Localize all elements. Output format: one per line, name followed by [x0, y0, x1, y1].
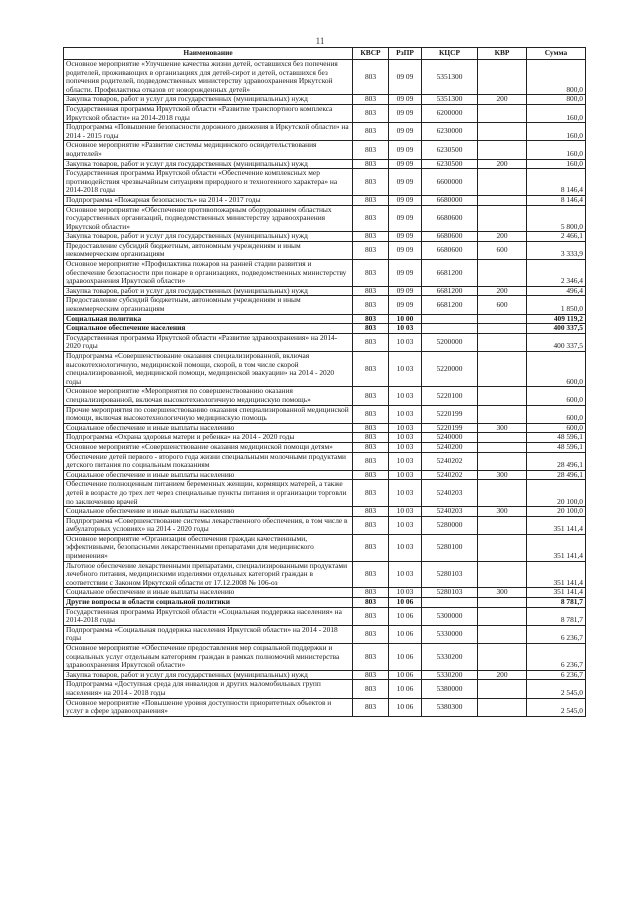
cell-sum: 20 100,0 — [527, 507, 586, 517]
cell-rzpr: 09 09 — [389, 286, 422, 296]
cell-kvr: 200 — [478, 232, 527, 242]
cell-kvsr: 803 — [353, 516, 389, 534]
cell-sum: 28 496,1 — [527, 470, 586, 480]
cell-kcsr: 5220000 — [422, 352, 478, 387]
cell-sum: 1 850,0 — [527, 296, 586, 314]
cell-sum: 6 236,7 — [527, 625, 586, 643]
cell-sum: 8 781,7 — [527, 607, 586, 625]
cell-sum: 800,0 — [527, 60, 586, 95]
cell-rzpr: 10 06 — [389, 625, 422, 643]
cell-kcsr: 6230500 — [422, 159, 478, 169]
cell-kvsr: 803 — [353, 95, 389, 105]
cell-sum: 400 337,5 — [527, 324, 586, 334]
cell-rzpr: 09 09 — [389, 141, 422, 159]
cell-kcsr: 6680600 — [422, 205, 478, 232]
table-row — [64, 352, 586, 387]
table-row — [64, 405, 586, 423]
cell-name: Основное мероприятие «Организация обеспечения граждан качественными, эффективными, безопасными лекарственными препаратами для медицинского применения» — [64, 534, 353, 561]
cell-kvsr: 803 — [353, 588, 389, 598]
cell-rzpr: 10 03 — [389, 405, 422, 423]
table-row — [64, 698, 586, 716]
cell-rzpr: 09 09 — [389, 296, 422, 314]
cell-rzpr: 10 00 — [389, 314, 422, 324]
cell-kvr: 300 — [478, 588, 527, 598]
table-row — [64, 607, 586, 625]
cell-kcsr: 6680000 — [422, 195, 478, 205]
cell-name: Государственная программа Иркутской области «Развитие транспортного комплекса Иркутской области» на 2014-2018 годы — [64, 104, 353, 122]
cell-kcsr: 5280103 — [422, 588, 478, 598]
cell-kvsr: 803 — [353, 232, 389, 242]
table-row — [64, 159, 586, 169]
table-body — [64, 60, 586, 717]
cell-name: Государственная программа Иркутской области «Развитие здравоохранения» на 2014-2020 годы — [64, 333, 353, 351]
cell-name: Социальное обеспечение населения — [64, 324, 353, 334]
table-row — [64, 561, 586, 588]
cell-kcsr — [422, 598, 478, 608]
header-sum: Сумма — [527, 48, 586, 60]
table-header-row — [64, 48, 586, 60]
cell-rzpr: 09 09 — [389, 169, 422, 196]
cell-kvr — [478, 442, 527, 452]
cell-name: Подпрограмма «Социальная поддержка населения Иркутской области» на 2014 - 2018 годы — [64, 625, 353, 643]
cell-kvr: 300 — [478, 507, 527, 517]
cell-sum: 409 119,2 — [527, 314, 586, 324]
cell-kvr — [478, 205, 527, 232]
cell-rzpr: 09 09 — [389, 104, 422, 122]
cell-kcsr: 5380300 — [422, 698, 478, 716]
cell-kcsr: 5330200 — [422, 670, 478, 680]
cell-kvsr: 803 — [353, 286, 389, 296]
cell-kcsr: 5380000 — [422, 680, 478, 698]
cell-kvsr: 803 — [353, 433, 389, 443]
cell-kvsr: 803 — [353, 442, 389, 452]
cell-sum: 8 146,4 — [527, 195, 586, 205]
cell-kcsr: 5240203 — [422, 507, 478, 517]
cell-kcsr: 5240200 — [422, 442, 478, 452]
cell-kvsr: 803 — [353, 60, 389, 95]
cell-name: Основное мероприятие «Мероприятия по совершенствованию оказания специализированной, включая высокотехнологичную медицинскую помощь» — [64, 387, 353, 405]
cell-kvr: 200 — [478, 286, 527, 296]
cell-kcsr: 5300000 — [422, 607, 478, 625]
cell-name: Закупка товаров, работ и услуг для государственных (муниципальных) нужд — [64, 159, 353, 169]
table-row — [64, 314, 586, 324]
cell-kcsr: 6230000 — [422, 123, 478, 141]
cell-name: Предоставление субсидий бюджетным, автономным учреждениям и иным некоммерческим организациям — [64, 296, 353, 314]
cell-kvr: 300 — [478, 423, 527, 433]
table-row — [64, 286, 586, 296]
table-row — [64, 123, 586, 141]
cell-rzpr: 09 09 — [389, 159, 422, 169]
cell-rzpr: 10 03 — [389, 433, 422, 443]
header-kvsr: КВСР — [353, 48, 389, 60]
cell-kcsr: 6680600 — [422, 241, 478, 259]
cell-kcsr: 5240000 — [422, 433, 478, 443]
cell-name: Основное мероприятие «Профилактика пожаров на ранней стадии развития и обеспечение безопасности при пожаре в организациях, подведомственных министерству здравоохранения Иркутской области» — [64, 260, 353, 287]
cell-name: Социальное обеспечение и иные выплаты населению — [64, 588, 353, 598]
cell-kcsr: 5330200 — [422, 644, 478, 671]
table-row — [64, 241, 586, 259]
cell-sum: 600,0 — [527, 423, 586, 433]
cell-rzpr: 10 03 — [389, 516, 422, 534]
cell-sum: 48 596,1 — [527, 442, 586, 452]
cell-sum: 2 545,0 — [527, 698, 586, 716]
cell-sum: 160,0 — [527, 104, 586, 122]
cell-kvr: 200 — [478, 95, 527, 105]
cell-name: Предоставление субсидий бюджетным, автономным учреждениям и иным некоммерческим организациям — [64, 241, 353, 259]
table-row — [64, 195, 586, 205]
cell-rzpr: 10 03 — [389, 470, 422, 480]
cell-name: Льготное обеспечение лекарственными препаратами, специализированными продуктами лечебного питания, медицинскими изделиями отдельных категорий граждан в соответствии с Законом Иркутской области от 17.12.2008 № 106-оз — [64, 561, 353, 588]
cell-name: Закупка товаров, работ и услуг для государственных (муниципальных) нужд — [64, 95, 353, 105]
cell-sum: 600,0 — [527, 405, 586, 423]
cell-kcsr: 5220100 — [422, 387, 478, 405]
cell-kvsr: 803 — [353, 561, 389, 588]
header-name: Наименование — [64, 48, 353, 60]
cell-kvsr: 803 — [353, 698, 389, 716]
cell-rzpr: 09 09 — [389, 260, 422, 287]
cell-kvr — [478, 405, 527, 423]
table-row — [64, 333, 586, 351]
cell-kcsr: 5240202 — [422, 470, 478, 480]
cell-kvsr: 803 — [353, 507, 389, 517]
cell-name: Основное мероприятие «Обеспечение предоставления мер социальной поддержки и социальных услуг отдельным категориям граждан в рамках полномочий министерства здравоохранения Иркутской области» — [64, 644, 353, 671]
cell-rzpr: 10 06 — [389, 698, 422, 716]
cell-kcsr: 6681200 — [422, 286, 478, 296]
cell-rzpr: 09 09 — [389, 60, 422, 95]
cell-rzpr: 10 03 — [389, 480, 422, 507]
table-row — [64, 442, 586, 452]
cell-kvr — [478, 534, 527, 561]
cell-rzpr: 09 09 — [389, 241, 422, 259]
cell-kvsr: 803 — [353, 205, 389, 232]
cell-name: Обеспечение детей первого - второго года жизни специальными молочными продуктами детского питания по социальным показаниям — [64, 452, 353, 470]
cell-rzpr: 10 03 — [389, 534, 422, 561]
cell-name: Социальная политика — [64, 314, 353, 324]
cell-kvr — [478, 314, 527, 324]
cell-kcsr: 6681200 — [422, 260, 478, 287]
cell-kvr — [478, 698, 527, 716]
table-row — [64, 452, 586, 470]
cell-name: Основное мероприятие «Развитие системы медицинского освидетельствования водителей» — [64, 141, 353, 159]
table-row — [64, 232, 586, 242]
cell-kcsr: 5280000 — [422, 516, 478, 534]
cell-sum: 351 141,4 — [527, 534, 586, 561]
cell-kvsr: 803 — [353, 670, 389, 680]
cell-kcsr: 6681200 — [422, 296, 478, 314]
cell-kvr — [478, 123, 527, 141]
cell-rzpr: 10 06 — [389, 670, 422, 680]
cell-kvr: 600 — [478, 241, 527, 259]
cell-kvsr: 803 — [353, 260, 389, 287]
cell-kvsr: 803 — [353, 405, 389, 423]
cell-kcsr: 5351300 — [422, 95, 478, 105]
cell-name: Подпрограмма «Совершенствование оказания специализированной, включая высокотехнологичную, медицинской помощи, скорой, в том числе скорой специализированной, медицинской помощи, медицинской эвакуации» на 2014 - 2020 годы — [64, 352, 353, 387]
cell-kvsr: 803 — [353, 452, 389, 470]
cell-rzpr: 10 03 — [389, 561, 422, 588]
cell-rzpr: 09 09 — [389, 195, 422, 205]
cell-sum: 6 236,7 — [527, 644, 586, 671]
cell-sum: 8 781,7 — [527, 598, 586, 608]
budget-table — [63, 47, 586, 717]
table-row — [64, 598, 586, 608]
cell-kvr — [478, 433, 527, 443]
cell-kcsr: 5200000 — [422, 333, 478, 351]
cell-kvr: 200 — [478, 159, 527, 169]
cell-rzpr: 10 03 — [389, 588, 422, 598]
cell-sum: 351 141,4 — [527, 561, 586, 588]
cell-name: Основное мероприятие «Улучшение качества жизни детей, оставшихся без попечения родителей, проживающих в организациях для детей-сирот и детей, оставшихся без попечения родителей, подведомственных министерству здравоохранения Иркутской области. Профилактика отказов от новорожденных детей» — [64, 60, 353, 95]
table-row — [64, 60, 586, 95]
cell-name: Социальное обеспечение и иные выплаты населению — [64, 507, 353, 517]
cell-sum: 8 146,4 — [527, 169, 586, 196]
cell-kcsr: 6230500 — [422, 141, 478, 159]
cell-kvsr: 803 — [353, 296, 389, 314]
cell-kvr — [478, 625, 527, 643]
cell-sum: 160,0 — [527, 159, 586, 169]
table-row — [64, 507, 586, 517]
cell-name: Прочие мероприятия по совершенствованию оказания специализированной медицинской помощи, включая высокотехнологичную медицинскую помощь — [64, 405, 353, 423]
cell-sum: 20 100,0 — [527, 480, 586, 507]
cell-kvsr: 803 — [353, 352, 389, 387]
table-row — [64, 480, 586, 507]
cell-name: Основное мероприятие «Повышение уровня доступности приоритетных объектов и услуг в сфере здравоохранения» — [64, 698, 353, 716]
cell-sum: 160,0 — [527, 123, 586, 141]
table-row — [64, 625, 586, 643]
cell-kcsr: 6680600 — [422, 232, 478, 242]
cell-sum: 600,0 — [527, 387, 586, 405]
cell-rzpr: 10 06 — [389, 607, 422, 625]
cell-kvr — [478, 480, 527, 507]
cell-name: Подпрограмма «Пожарная безопасность» на 2014 - 2017 годы — [64, 195, 353, 205]
table-row — [64, 324, 586, 334]
cell-kvsr: 803 — [353, 195, 389, 205]
cell-name: Закупка товаров, работ и услуг для государственных (муниципальных) нужд — [64, 286, 353, 296]
cell-rzpr: 10 03 — [389, 324, 422, 334]
table-row — [64, 296, 586, 314]
header-rzpr: РзПР — [389, 48, 422, 60]
cell-kvr: 600 — [478, 296, 527, 314]
cell-name: Подпрограмма «Повышение безопасности дорожного движения в Иркутской области» на 2014 - 2015 годы — [64, 123, 353, 141]
cell-kvsr: 803 — [353, 423, 389, 433]
cell-name: Государственная программа Иркутской области «Социальная поддержка населения» на 2014-2018 годы — [64, 607, 353, 625]
table-row — [64, 516, 586, 534]
cell-rzpr: 10 03 — [389, 423, 422, 433]
table-row — [64, 141, 586, 159]
header-kvr: КВР — [478, 48, 527, 60]
cell-kcsr: 5240203 — [422, 480, 478, 507]
table-row — [64, 205, 586, 232]
cell-sum: 28 496,1 — [527, 452, 586, 470]
cell-kvsr: 803 — [353, 607, 389, 625]
cell-kcsr — [422, 324, 478, 334]
cell-kvsr: 803 — [353, 387, 389, 405]
cell-kvsr: 803 — [353, 470, 389, 480]
cell-kvr — [478, 333, 527, 351]
cell-name: Подпрограмма «Совершенствование системы лекарственного обеспечения, в том числе в амбулаторных условиях» на 2014 - 2020 годы — [64, 516, 353, 534]
cell-rzpr: 10 03 — [389, 452, 422, 470]
cell-kvsr: 803 — [353, 314, 389, 324]
cell-name: Подпрограмма «Охрана здоровья матери и ребенка» на 2014 - 2020 годы — [64, 433, 353, 443]
cell-name: Социальное обеспечение и иные выплаты населению — [64, 423, 353, 433]
cell-kvsr: 803 — [353, 644, 389, 671]
cell-kvsr: 803 — [353, 104, 389, 122]
cell-kvsr: 803 — [353, 480, 389, 507]
cell-kvr — [478, 324, 527, 334]
table-row — [64, 644, 586, 671]
cell-kvsr: 803 — [353, 141, 389, 159]
cell-kvsr: 803 — [353, 241, 389, 259]
table-row — [64, 470, 586, 480]
cell-sum: 351 141,4 — [527, 516, 586, 534]
cell-kvr — [478, 60, 527, 95]
cell-name: Обеспечение полноценным питанием беременных женщин, кормящих матерей, а также детей в возрасте до трех лет через специальные пункты питания и организации торговли по заключению врачей — [64, 480, 353, 507]
cell-kcsr: 5330000 — [422, 625, 478, 643]
cell-kcsr: 5351300 — [422, 60, 478, 95]
cell-kvr — [478, 387, 527, 405]
cell-sum: 400 337,5 — [527, 333, 586, 351]
cell-kvr — [478, 260, 527, 287]
cell-kvr: 300 — [478, 470, 527, 480]
table-row — [64, 387, 586, 405]
cell-kvr — [478, 169, 527, 196]
cell-sum: 160,0 — [527, 141, 586, 159]
table-row — [64, 534, 586, 561]
cell-kvr — [478, 516, 527, 534]
cell-rzpr: 10 06 — [389, 598, 422, 608]
cell-sum: 2 346,4 — [527, 260, 586, 287]
table-row — [64, 588, 586, 598]
cell-name: Подпрограмма «Доступная среда для инвалидов и других маломобильных групп населения» на 2014 - 2018 годы — [64, 680, 353, 698]
table-row — [64, 169, 586, 196]
page-number: 11 — [315, 36, 325, 46]
cell-kvr — [478, 195, 527, 205]
cell-rzpr: 10 03 — [389, 333, 422, 351]
cell-sum: 48 596,1 — [527, 433, 586, 443]
cell-kcsr: 5240202 — [422, 452, 478, 470]
cell-rzpr: 09 09 — [389, 95, 422, 105]
cell-rzpr: 10 03 — [389, 387, 422, 405]
cell-name: Закупка товаров, работ и услуг для государственных (муниципальных) нужд — [64, 232, 353, 242]
cell-kvr — [478, 644, 527, 671]
table-row — [64, 680, 586, 698]
cell-rzpr: 10 03 — [389, 352, 422, 387]
cell-sum: 800,0 — [527, 95, 586, 105]
cell-kvr: 200 — [478, 670, 527, 680]
cell-kcsr — [422, 314, 478, 324]
cell-kvsr: 803 — [353, 333, 389, 351]
table-row — [64, 670, 586, 680]
cell-sum: 2 545,0 — [527, 680, 586, 698]
cell-kvsr: 803 — [353, 123, 389, 141]
cell-kcsr: 5280100 — [422, 534, 478, 561]
cell-sum: 6 236,7 — [527, 670, 586, 680]
cell-rzpr: 09 09 — [389, 205, 422, 232]
cell-name: Основное мероприятие «Совершенствование оказания медицинской помощи детям» — [64, 442, 353, 452]
table-row — [64, 260, 586, 287]
cell-kvsr: 803 — [353, 625, 389, 643]
cell-name: Социальное обеспечение и иные выплаты населению — [64, 470, 353, 480]
cell-sum: 2 466,1 — [527, 232, 586, 242]
cell-kvr — [478, 680, 527, 698]
header-kcsr: КЦСР — [422, 48, 478, 60]
cell-sum: 351 141,4 — [527, 588, 586, 598]
cell-rzpr: 10 03 — [389, 442, 422, 452]
cell-kcsr: 5280103 — [422, 561, 478, 588]
table-row — [64, 95, 586, 105]
cell-rzpr: 10 03 — [389, 507, 422, 517]
cell-sum: 600,0 — [527, 352, 586, 387]
cell-kvsr: 803 — [353, 534, 389, 561]
cell-rzpr: 10 06 — [389, 680, 422, 698]
cell-kvsr: 803 — [353, 159, 389, 169]
cell-sum: 3 333,9 — [527, 241, 586, 259]
cell-name: Основное мероприятие «Обеспечение противопожарным оборудованием областных государственных организаций, подведомственных министерству здравоохранения Иркутской области» — [64, 205, 353, 232]
table-row — [64, 423, 586, 433]
cell-rzpr: 10 06 — [389, 644, 422, 671]
cell-sum: 5 800,0 — [527, 205, 586, 232]
cell-kcsr: 6600000 — [422, 169, 478, 196]
cell-kvr — [478, 141, 527, 159]
cell-kvr — [478, 607, 527, 625]
cell-kcsr: 6200000 — [422, 104, 478, 122]
table-row — [64, 433, 586, 443]
cell-kvsr: 803 — [353, 598, 389, 608]
cell-kvsr: 803 — [353, 324, 389, 334]
cell-sum: 496,4 — [527, 286, 586, 296]
cell-kvsr: 803 — [353, 169, 389, 196]
cell-name: Закупка товаров, работ и услуг для государственных (муниципальных) нужд — [64, 670, 353, 680]
cell-kcsr: 5220199 — [422, 423, 478, 433]
cell-rzpr: 09 09 — [389, 123, 422, 141]
cell-kvr — [478, 598, 527, 608]
cell-name: Другие вопросы в области социальной политики — [64, 598, 353, 608]
cell-rzpr: 09 09 — [389, 232, 422, 242]
cell-kcsr: 5220199 — [422, 405, 478, 423]
cell-kvr — [478, 352, 527, 387]
cell-kvsr: 803 — [353, 680, 389, 698]
cell-kvr — [478, 452, 527, 470]
cell-name: Государственная программа Иркутской области «Обеспечение комплексных мер противодействия чрезвычайным ситуациям природного и техногенного характера» на 2014-2018 годы — [64, 169, 353, 196]
cell-kvr — [478, 561, 527, 588]
table-row — [64, 104, 586, 122]
cell-kvr — [478, 104, 527, 122]
